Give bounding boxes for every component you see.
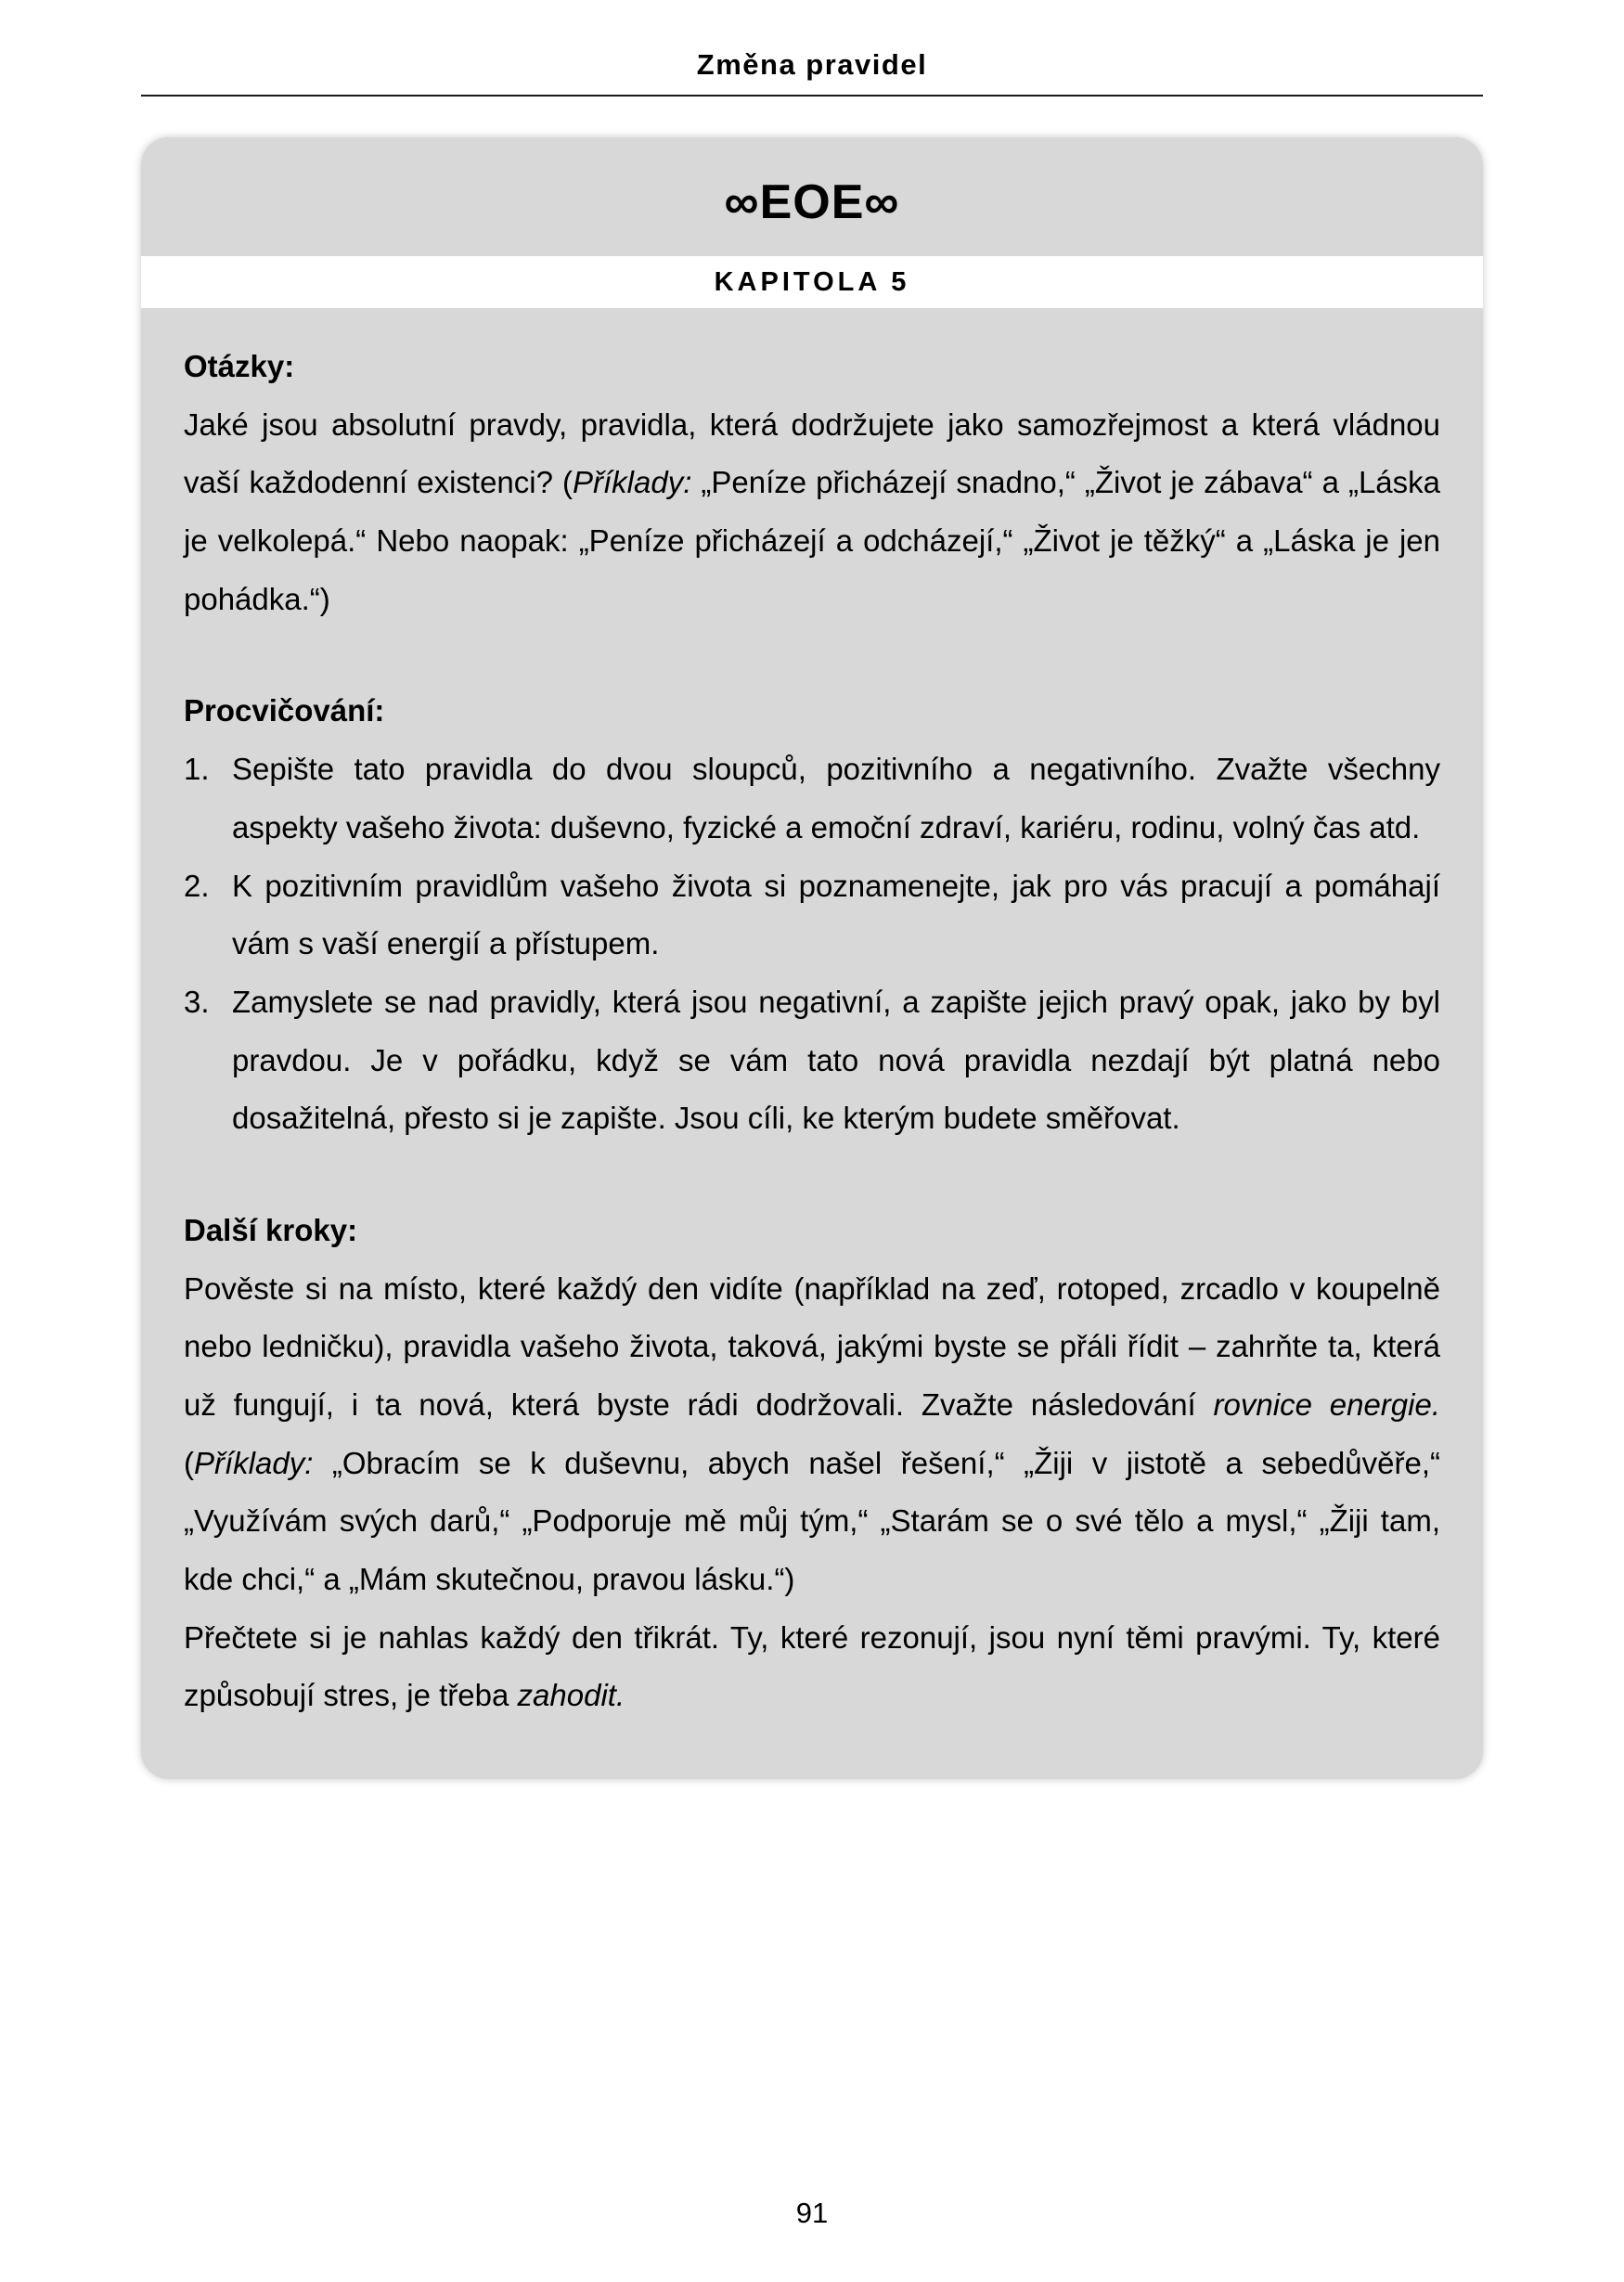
otazky-paragraph: Jaké jsou absolutní pravdy, pravidla, která dodržujete jako samozřejmost a která vládnou vaší každodenní existenci? (Příklady: „Peníze přicházejí snadno,“ „Život je zábava“ a „Láska je velkolepá.“ Nebo naopak: „Peníze přicházejí a odcházejí,“ „Život je těžký“ a „Láska je jen pohádka.“) (184, 406, 1441, 616)
dalsi-kroky-paragraph-2: Přečtete si je nahlas každý den třikrát. Ty, které rezonují, jsou nyní těmi pravými. Ty, které způsobují stres, je třeba zahodit. (184, 1619, 1440, 1713)
eoe-symbol-title: ∞EOE∞ (724, 175, 900, 229)
list-item-number: 3. (184, 984, 210, 1019)
list-item (184, 973, 1440, 1148)
exercise-list (184, 741, 1440, 1148)
list-item-text: Sepište tato pravidla do dvou sloupců, pozitivního a negativního. Zvažte všechny aspekty vašeho života: duševno, fyzické a emoční zdraví, kariéru, rodinu, volný čas atd. (232, 752, 1440, 844)
section-heading-dalsi-kroky: Další kroky: (184, 1212, 358, 1247)
list-item-number: 1. (184, 752, 210, 787)
running-header-title: Změna pravidel (696, 48, 928, 81)
list-item (184, 857, 1440, 973)
chapter-body (141, 308, 1483, 1725)
chapter-card (141, 137, 1483, 1779)
list-item-text: Zamyslete se nad pravidly, která jsou negativní, a zapište jejich pravý opak, jako by byl pravdou. Je v pořádku, když se vám tato nová pravidla nezdají být platná nebo dosažitelná, přesto si je zapište. Jsou cíli, ke kterým budete směřovat. (232, 984, 1440, 1136)
header-rule (141, 95, 1483, 97)
list-item-text: K pozitivním pravidlům vašeho života si poznamenejte, jak pro vás pracují a pomáhají vám s vaší energií a přístupem. (232, 868, 1440, 961)
list-item-number: 2. (184, 868, 210, 903)
section-heading-otazky: Otázky: (184, 349, 295, 383)
page-footer (141, 2156, 1483, 2230)
chapter-band (141, 256, 1483, 308)
chapter-label: KAPITOLA 5 (714, 266, 910, 297)
section-heading-procvicovani: Procvičování: (184, 693, 385, 728)
list-item (184, 741, 1440, 857)
dalsi-kroky-paragraph-1: Pověste si na místo, které každý den vidíte (například na zeď, rotoped, zrcadlo v koupelně nebo ledničku), pravidla vašeho života, taková, jakými byste se přáli řídit – zahrňte ta, která už fungují, i ta nová, která byste rádi dodržovali. Zvažte následování rovnice energie. (Příklady: „Obracím se k duševnu, abych našel řešení,“ „Žiji v jistotě a sebedůvěře,“ „Využívám svých darů,“ „Podporuje mě můj tým,“ „Starám se o své tělo a mysl,“ „Žiji tam, kde chci,“ a „Mám skutečnou, pravou lásku.“) (184, 1270, 1440, 1597)
page-number: 91 (795, 2197, 829, 2229)
